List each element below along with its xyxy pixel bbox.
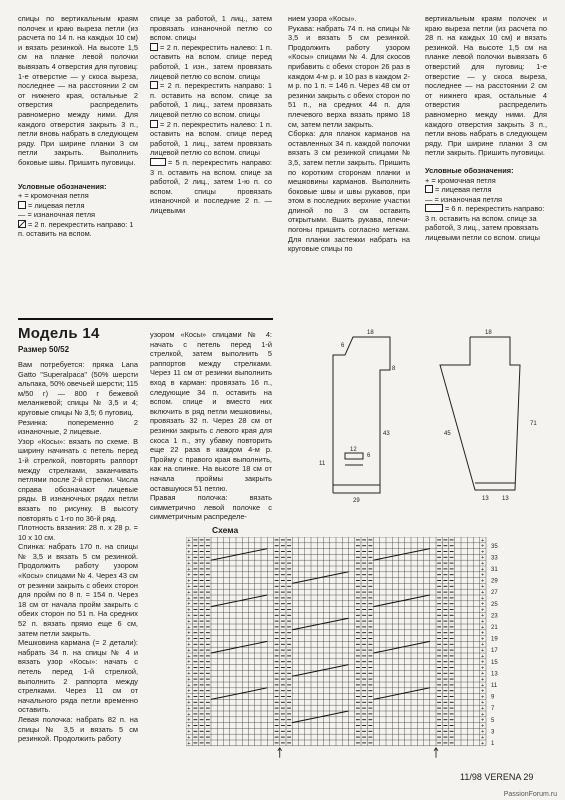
edge-stitch-mark: + (187, 700, 191, 707)
row-number: 19 (491, 636, 498, 643)
edge-stitch-mark: + (187, 566, 191, 573)
row-number: 35 (491, 543, 498, 550)
dim-label: 11 (319, 461, 326, 467)
edge-stitch-mark: + (480, 619, 485, 625)
edge-stitch-mark: + (187, 613, 191, 620)
edge-stitch-mark: + (187, 549, 191, 556)
dim-label: 13 (502, 496, 509, 502)
dim-label: 45 (444, 431, 451, 437)
arrow-start-icon (278, 748, 282, 758)
edge-stitch-mark: + (480, 665, 485, 672)
row-number: 11 (491, 683, 498, 689)
edge-stitch-mark: + (480, 566, 485, 573)
edge-stitch-mark: + (187, 694, 191, 701)
edge-stitch-mark: + (480, 543, 485, 550)
section-divider (18, 318, 273, 320)
legend-item-cross: = 2 п. перекрестить направо: 1 п. оставить на вспом. (18, 219, 134, 239)
right-front: Правая полочка: вязать симметрично левой полочке с симметричным распределе- (150, 493, 272, 522)
edge-stitch-mark: + (480, 671, 485, 678)
edge-stitch-mark: + (480, 624, 485, 631)
edge-stitch-mark: + (187, 648, 191, 654)
cable-pattern: Узор «Косы»: вязать по схеме. В ширину начинать с петель перед 1-й стрелкой, повторять раппорт между стрелками, заканчивать петлями после 2-й стрелки. Числа справа обозначают лицевые ряды. В изнаночных рядах петли вязать по рисунку. В высоту повторять с 1-го по 36-й ряд. (18, 436, 138, 523)
edge-stitch-mark: + (480, 677, 485, 683)
edge-stitch-mark: + (480, 682, 485, 689)
legend-right (425, 166, 547, 243)
edge-stitch-mark: + (187, 584, 191, 591)
edge-stitch-mark: + (187, 653, 191, 660)
row-number: 31 (491, 567, 498, 573)
col3-top-p2: Сборка: для планок карманов на оставленных 34 п. каждой полочки вязать 3 см резинкой спицами № 3,5, затем петли закрыть. Пришить по коротким сторонам планки и мешковины карманов. Выполнить боковые швы и швы рукавов, при этом в последних верхние участки длиной по 3 см оставить открытыми. Вшить рукава, плечи-погоны пришить согласно меткам. Для планки застежки набрать на круговые спицы по (288, 129, 410, 254)
dim-label: 18 (485, 330, 492, 336)
col1-top-text: спицы по вертикальным краям полочек и краю выреза петли (из расчета по 14 п. на каждых 10 см) и вязать резинкой. На высоте 1,5 см на планке левой полочки вывязать 4 отверстия для пуговиц: 1-е отверстие — у скоса выреза, последнее — на расстоянии 2 см от нижнего края, остальные 2 отверстия распределить равномерно между ними. Для каждого отверстия закрыть 3 п., петли вновь набрать в следующем ряду. При ширине планки 3 см петли закрыть. Выполнить боковые швы. Пришить пуговицы. (18, 14, 138, 167)
cross-left-icon (150, 43, 158, 51)
edge-stitch-mark: + (187, 561, 191, 567)
row-number: 7 (491, 706, 495, 713)
legend-item-knit: = лицевая петля (18, 201, 138, 211)
edge-stitch-mark: + (187, 706, 191, 712)
edge-stitch-mark: + (480, 711, 485, 718)
model-size: Размер 50/52 (18, 345, 70, 354)
edge-stitch-mark: + (480, 601, 485, 608)
edge-stitch-mark: + (480, 636, 485, 643)
edge-stitch-mark: + (480, 740, 485, 747)
row-number: 9 (491, 694, 495, 701)
edge-stitch-mark: + (187, 711, 191, 718)
legend-title: Условные обозначения: (18, 181, 107, 191)
col3-top (288, 14, 410, 254)
dim-label: 8 (392, 366, 396, 372)
legend-item-purl: — = изнаночная петля (18, 210, 96, 220)
edge-stitch-mark: + (480, 648, 485, 654)
edge-stitch-mark: + (480, 630, 485, 637)
legend-item-purl: — = изнаночная петля (425, 194, 503, 204)
model-title: Модель 14 (18, 325, 100, 342)
edge-stitch-mark: + (480, 653, 485, 660)
row-number: 17 (491, 648, 498, 655)
edge-stitch-mark: + (480, 561, 485, 567)
edge-stitch-mark: + (187, 607, 191, 614)
col2-top (150, 14, 272, 215)
dim-label: 29 (353, 498, 360, 504)
edge-stitch-mark: + (187, 601, 191, 608)
edge-stitch-mark: + (187, 665, 191, 672)
col3-top-p1: Рукава: набрать 74 п. на спицы № 3,5 и вязать 5 см резинкой. Продолжить работу узором «Косы» спицами № 4. Для скосов прибавить с обеих сторон 26 раз в каждом 4-м р. и 10 раз в каждом 2-м р. по 1 п. = 146 п. Через 48 см от резинки закрыть с обеих сторон по 51 п., на средних 44 п. для плечевого верха вязать прямо 18 см, затем петли закрыть. (288, 23, 410, 129)
edge-stitch-mark: + (187, 595, 191, 602)
edge-stitch-mark: + (187, 578, 191, 585)
left-front-cont: узором «Косы» спицами № 4: начать с петель перед 1-й стрелкой, затем выполнить 5 раппортов между стрелками. Через 11 см от резинки выполнить вход в карман: провязать 16 п., следующие 34 п. оставить на вспом. спице и вместо них включить в ряд петли мешковины, провязать 32 п. Через 28 см от резинки закрыть с левого края для скоса 1 п., эту убавку повторить еще 22 раза в каждом 4-м р. Пройму с правого края выполнить, как на спинке. На высоте 18 см от начала проймы закрыть оставшуюся 51 петлю. (150, 330, 272, 493)
back: Спинка: набрать 170 п. на спицы № 3,5 и вязать 5 см резинкой. Продолжить работу узором «Косы» спицами № 4. Через 43 см от резинки закрыть с обеих сторон для пройм по 8 п. = 154 п. Через 18 см от начала пройм закрыть с обеих сторон по 51 п. На средних 52 п. вязать прямо еще 6 см, затем петли закрыть. (18, 542, 138, 638)
cable-6-icon (425, 204, 443, 212)
edge-stitch-mark: + (187, 682, 191, 689)
left-front: Левая полочка: набрать 82 п. на спицы № 3,5 и вязать 5 см резинкой. Продолжить работу (18, 714, 138, 744)
col2-bottom (150, 330, 272, 522)
cross-right-icon (150, 81, 158, 89)
site-watermark: PassionForum.ru (503, 791, 557, 798)
row-number: 5 (491, 717, 495, 724)
col2-top-p1: = 2 п. перекрестить налево: 1 п. оставить на вспом. спице перед работой, 1 изн., затем провязать лицевой петлю со вспом. спицы (150, 42, 272, 81)
edge-stitch-mark: + (480, 700, 485, 707)
row-number: 33 (491, 555, 498, 562)
edge-stitch-mark: + (480, 729, 485, 736)
edge-stitch-mark: + (480, 706, 485, 712)
pattern-diagram-sleeve (420, 325, 550, 505)
edge-stitch-mark: + (480, 578, 485, 585)
edge-stitch-mark: + (187, 723, 191, 730)
edge-stitch-mark: + (187, 659, 191, 666)
edge-stitch-mark: + (480, 659, 485, 666)
edge-stitch-mark: + (187, 619, 191, 625)
rib: Резинка: попеременно 2 изнаночные, 2 лицевые. (18, 417, 138, 437)
edge-stitch-mark: + (480, 717, 485, 724)
edge-stitch-mark: + (187, 624, 191, 631)
cross-right-icon (18, 220, 26, 228)
col2-top-p0: спице за работой, 1 лиц., затем провязать изнаночной петлю со вспом. спицы (150, 14, 272, 43)
row-number: 3 (491, 729, 495, 736)
edge-stitch-mark: + (480, 642, 485, 649)
col4-top (425, 14, 547, 243)
row-number: 13 (491, 671, 498, 678)
knitting-chart (186, 537, 516, 767)
edge-stitch-mark: + (480, 537, 485, 544)
page-footer: 11/98 VERENA 29 (460, 772, 534, 782)
edge-stitch-mark: + (187, 590, 191, 596)
dim-label: 43 (383, 431, 390, 437)
edge-stitch-mark: + (187, 543, 191, 550)
chart-grid (186, 537, 486, 746)
row-number: 23 (491, 613, 498, 620)
legend-left (18, 182, 138, 240)
legend-title: Условные обозначения: (425, 165, 514, 175)
edge-stitch-mark: + (187, 555, 191, 562)
col1-top (18, 14, 138, 239)
scheme-title: Схема (212, 525, 239, 535)
gauge: Плотность вязания: 28 п. х 28 р. = 10 х 10 см. (18, 523, 138, 542)
dim-label: 12 (350, 447, 357, 453)
dim-label: 6 (341, 343, 345, 349)
dim-label: 6 (367, 453, 371, 459)
edge-stitch-mark: + (480, 607, 485, 614)
edge-stitch-mark: + (187, 740, 191, 747)
edge-stitch-mark: + (480, 572, 485, 579)
dim-label: 18 (367, 330, 374, 336)
row-number: 29 (491, 578, 498, 585)
edge-stitch-mark: + (187, 537, 191, 544)
cable-5-icon (150, 158, 166, 166)
edge-stitch-mark: + (187, 677, 191, 683)
edge-stitch-mark: + (480, 590, 485, 596)
knit-stitch-icon (18, 201, 26, 209)
row-number: 25 (491, 601, 498, 608)
knit-stitch-icon (425, 185, 433, 193)
col3-top-p0: нием узора «Косы». (288, 14, 357, 23)
legend-item-edge: + = кромочная петля (425, 175, 496, 185)
col2-top-p2: = 2 п. перекрестить направо: 1 п. оставить на вспом. спице за работой, 1 лиц., затем провязать лицевой петлю со вспом. спицы (150, 81, 272, 119)
edge-stitch-mark: + (187, 630, 191, 637)
row-number: 27 (491, 590, 498, 597)
cross-left-knit-icon (150, 120, 158, 128)
edge-stitch-mark: + (187, 688, 191, 695)
col4-top-text: вертикальным краям полочек и краю выреза петли (из расчета по 28 п. на каждых 10 см) и вязать резинкой. На высоте 1,5 см на планке левой полочки вывязать 6 отверстий для пуговиц: 1-е отверстие — у скоса выреза, последнее — на расстоянии 2 см от нижнего края, остальные 4 отверстия распределить равномерно между ними. Для каждого отверстия закрыть 3 п., петли вновь набрать в следующем ряду. При ширине планки 3 см петли закрыть. Пришить пуговицы. (425, 14, 547, 158)
edge-stitch-mark: + (187, 729, 191, 736)
pattern-diagram-front (315, 325, 415, 505)
row-number: 21 (491, 625, 498, 631)
legend-item-edge: + = кромочная петля (18, 191, 89, 201)
legend-item-knit: = лицевая петля (425, 185, 547, 195)
dim-label: 71 (530, 421, 537, 427)
edge-stitch-mark: + (480, 595, 485, 602)
edge-stitch-mark: + (187, 642, 191, 649)
pocket: Мешковина кармана (= 2 детали): набрать 34 п. на спицы № 4 и вязать узор «Косы»: начать с петель перед 1-й стрелкой, выполнить 2 раппорта между стрелками. Через 11 см от начального ряда петли временно оставить. (18, 638, 138, 715)
col2-top-p4: = 5 п. перекрестить направо: 3 п. оставить на вспом. спице за работой, 2 лиц., затем 1-ю п. со вспом. спицы провязать изнаночной и последние 2 п. — лицевыми (150, 157, 272, 215)
dim-label: 13 (482, 496, 489, 502)
materials: Вам потребуется: пряжа Lana Gatto "Superalpaca" (50% шерсти альпака, 50% овечьей шерсти; 115 м/50 г) — 800 г бежевой меланжевой; спицы № 3,5 и 4; круговые спицы № 3,5; 6 пуговиц. (18, 360, 138, 417)
edge-stitch-mark: + (480, 555, 485, 562)
edge-stitch-mark: + (187, 636, 191, 643)
col1-bottom (18, 360, 138, 744)
legend-item-cable6: = 6 п. перекрестить направо: 3 п. оставить на вспом. спице за работой, 3 лиц., затем провязать лицевыми петли со вспом. спицы (425, 204, 545, 243)
edge-stitch-mark: + (187, 671, 191, 678)
edge-stitch-mark: + (480, 584, 485, 591)
edge-stitch-mark: + (480, 613, 485, 620)
edge-stitch-mark: + (480, 723, 485, 730)
row-number: 1 (491, 741, 495, 747)
col2-top-p3: = 2 п. перекрестить налево: 1 п. оставить на вспом. спице перед работой, 1 лиц., затем провязать лицевой петлю со вспом. спицы (150, 119, 272, 158)
row-number: 15 (491, 659, 498, 666)
arrow-end-icon (434, 748, 438, 758)
edge-stitch-mark: + (187, 735, 191, 741)
edge-stitch-mark: + (480, 735, 485, 741)
edge-stitch-mark: + (480, 694, 485, 701)
edge-stitch-mark: + (187, 572, 191, 579)
edge-stitch-mark: + (480, 688, 485, 695)
edge-stitch-mark: + (187, 717, 191, 724)
edge-stitch-mark: + (480, 549, 485, 556)
